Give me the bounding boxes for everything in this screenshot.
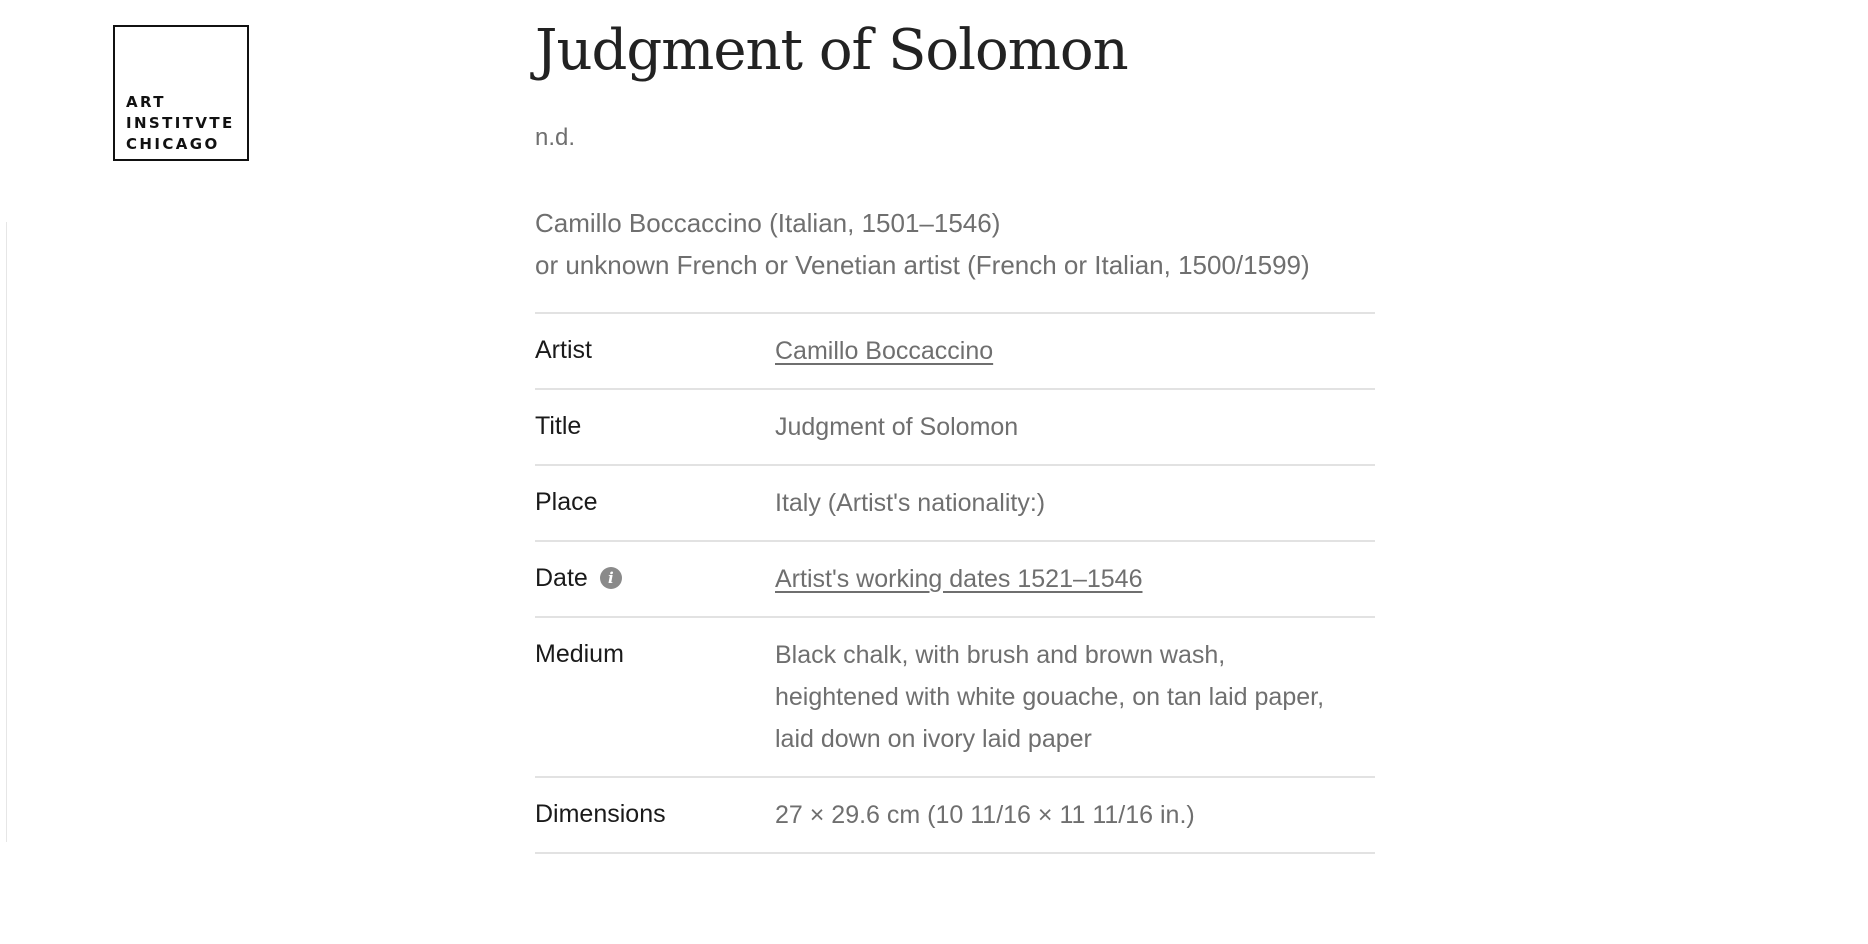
artist-attribution-line-1: Camillo Boccaccino (Italian, 1501–1546) [535,208,1001,238]
details-row-dimensions [535,778,1375,854]
details-row-place [535,466,1375,542]
logo-text-line-1: ART [126,93,166,111]
page-left-border [0,222,7,842]
details-label-date: Date [535,564,588,592]
details-label-artist: Artist [535,336,592,364]
details-row-title [535,390,1375,466]
details-label-dimensions: Dimensions [535,800,666,828]
art-institute-logo[interactable] [113,25,249,161]
details-row-artist [535,314,1375,390]
details-value-date [775,558,1375,600]
working-dates-link[interactable]: Artist's working dates 1521–1546 [775,565,1143,593]
artist-attribution-line-2: or unknown French or Venetian artist (French or Italian, 1500/1599) [535,250,1310,280]
artwork-title: Judgment of Solomon [535,18,1128,83]
details-value-medium: Black chalk, with brush and brown wash, heightened with white gouache, on tan laid paper, laid down on ivory laid paper [775,641,1325,753]
logo-text-line-3: CHICAGO [126,135,220,153]
artwork-details-table [535,312,1375,854]
details-value-artist [775,330,1375,372]
details-row-date [535,542,1375,618]
logo-text-line-2: INSTITVTE [126,114,235,132]
details-label-title: Title [535,412,582,440]
details-value-place: Italy (Artist's nationality:) [775,489,1046,517]
artwork-date-short: n.d. [535,124,576,151]
details-label-date-cell [535,558,775,600]
artist-link[interactable]: Camillo Boccaccino [775,337,994,365]
info-icon[interactable]: i [600,567,622,589]
details-label-medium: Medium [535,640,624,668]
details-label-place: Place [535,488,598,516]
details-value-dimensions: 27 × 29.6 cm (10 11/16 × 11 11/16 in.) [775,801,1195,829]
details-value-title: Judgment of Solomon [775,413,1019,441]
artist-attribution [535,202,1310,286]
details-row-medium [535,618,1375,778]
